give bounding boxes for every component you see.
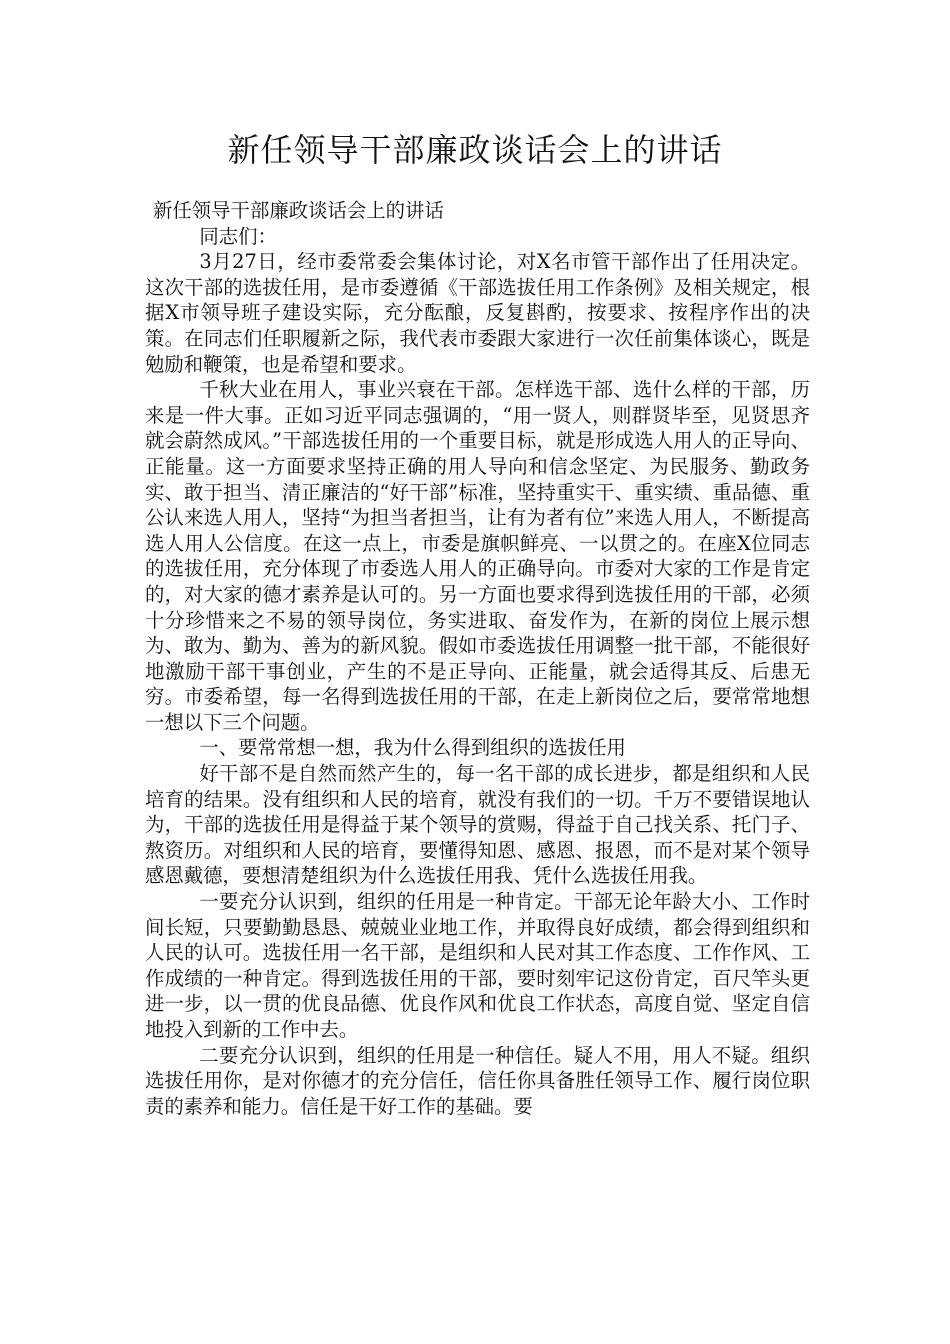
section-heading: 一、要常常想一想，我为什么得到组织的选拔任用 [199, 736, 626, 760]
salutation: 同志们： [199, 224, 277, 248]
paragraph: 二要充分认识到，组织的任用是一种信任。疑人不用，用人不疑。组织选拔任用你，是对你德才的充分信任，信任你具备胜任领导工作、履行岗位职责的素养和能力。信任是干好工作的基础。要 [145, 1043, 810, 1118]
paragraph: 好干部不是自然而然产生的，每一名干部的成长进步，都是组织和人民培育的结果。没有组织和人民的培育，就没有我们的一切。千万不要错误地认为，干部的选拔任用是得益于某个领导的赏赐，得益于自己找关系、托门子、熬资历。对组织和人民的培育，要懂得知恩、感恩、报恩，而不是对某个领导感恩戴德，要想清楚组织为什么选拔任用我、凭什么选拔任用我。 [145, 762, 810, 888]
document-subtitle: 新任领导干部廉政谈话会上的讲话 [153, 199, 444, 222]
paragraph: 千秋大业在用人，事业兴衰在干部。怎样选干部、选什么样的干部，历来是一件大事。正如习近平同志强调的，“用一贤人，则群贤毕至，见贤思齐就会蔚然成风。”干部选拔任用的一个重要目标，就是形成选人用人的正导向、正能量。这一方面要求坚持正确的用人导向和信念坚定、为民服务、勤政务实、敢于担当、清正廉洁的“好干部”标准，坚持重实干、重实绩、重品德、重公认来选人用人，坚持“为担当者担当，让有为者有位”来选人用人，不断提高选人用人公信度。在这一点上，市委是旗帜鲜亮、一以贯之的。在座X位同志的选拔任用，充分体现了市委选人用人的正确导向。市委对大家的工作是肯定的，对大家的德才素养是认可的。另一方面也要求得到选拔任用的干部，必须十分珍惜来之不易的领导岗位，务实进取、奋发作为，在新的岗位上展示想为、敢为、勤为、善为的新风貌。假如市委选拔任用调整一批干部，不能很好地激励干部干事创业，产生的不是正导向、正能量，就会适得其反、后患无穷。市委希望，每一名得到选拔任用的干部，在走上新岗位之后，要常常地想一想以下三个问题。 [145, 378, 810, 734]
paragraph: 一要充分认识到，组织的任用是一种肯定。干部无论年龄大小、工作时间长短，只要勤勤恳恳、兢兢业业地工作，并取得良好成绩，都会得到组织和人民的认可。选拔任用一名干部，是组织和人民对其工作态度、工作作风、工作成绩的一种肯定。得到选拔任用的干部，要时刻牢记这份肯定，百尺竿头更进一步，以一贯的优良品德、优良作风和优良工作状态，高度自觉、坚定自信地投入到新的工作中去。 [145, 890, 810, 1041]
paragraph: 3月27日，经市委常委会集体讨论，对X名市管干部作出了任用决定。这次干部的选拔任用，是市委遵循《干部选拔任用工作条例》及相关规定，根据X市领导班子建设实际，充分酝酿，反复斟酌，按要求、按程序作出的决策。在同志们任职履新之际，我代表市委跟大家进行一次任前集体谈心，既是勉励和鞭策，也是希望和要求。 [145, 250, 810, 376]
document-title: 新任领导干部廉政谈话会上的讲话 [227, 131, 723, 169]
document-body [145, 198, 810, 1119]
